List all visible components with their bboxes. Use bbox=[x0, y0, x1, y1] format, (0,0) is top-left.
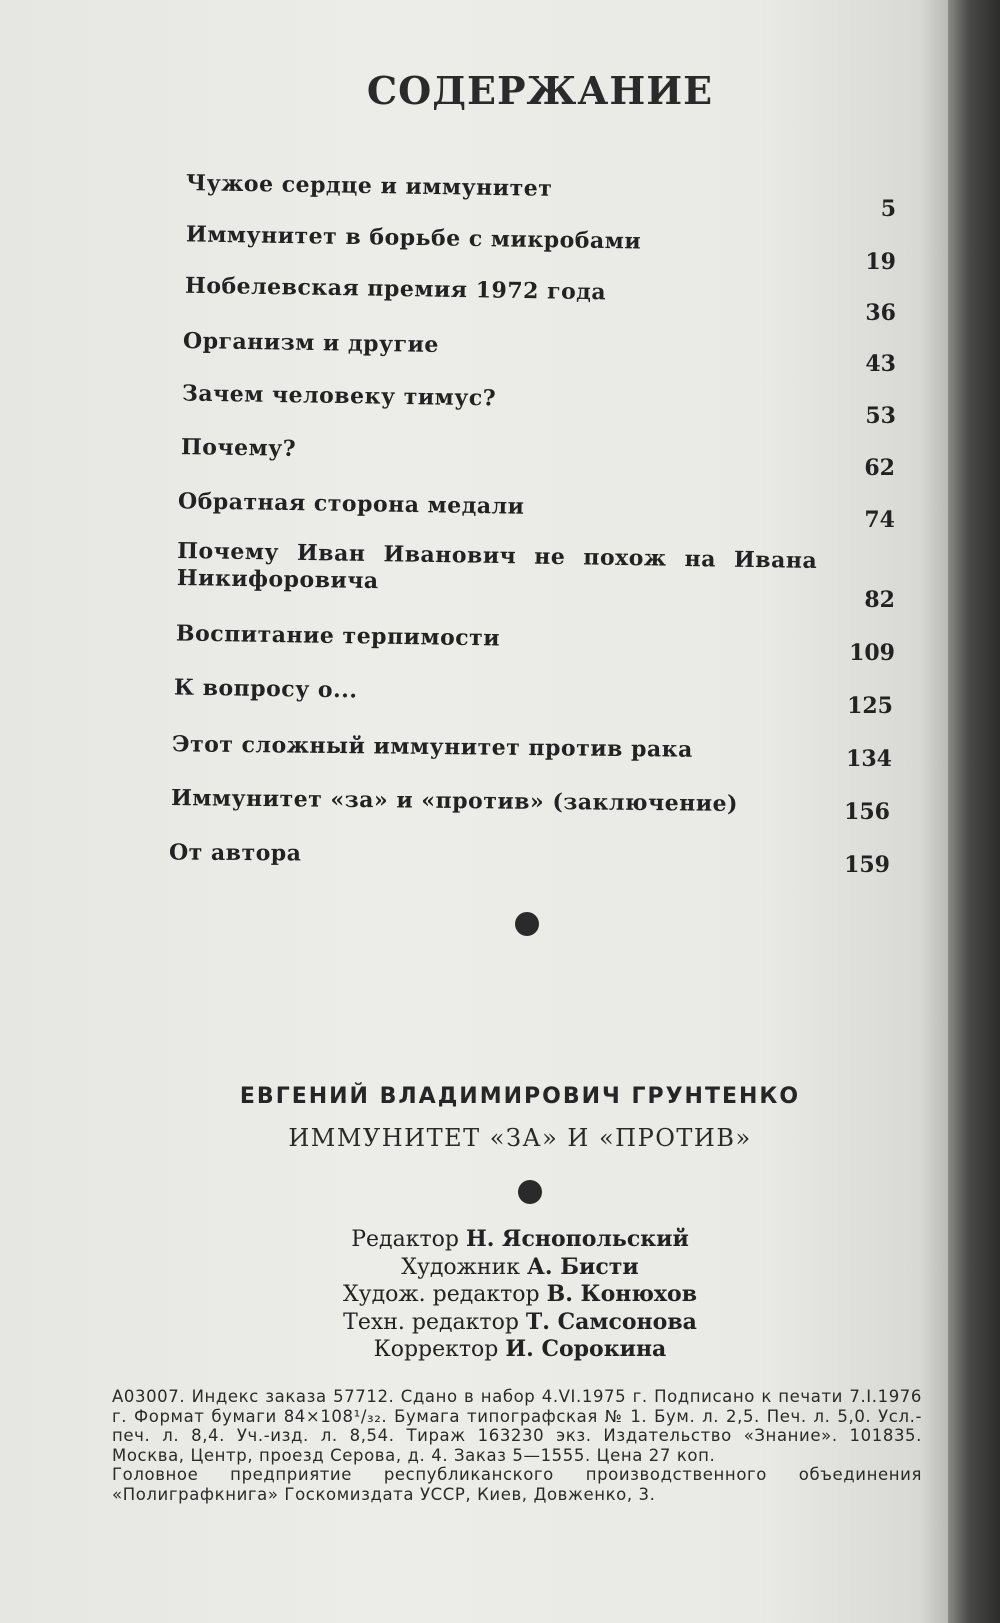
toc-entry-title: Почему Иван Иванович не похож на Ивана Никифоровича bbox=[176, 537, 818, 595]
toc-entry-page: 82 bbox=[864, 587, 895, 613]
toc-entry-page: 125 bbox=[847, 693, 893, 719]
credit-line bbox=[0, 1336, 1000, 1364]
bullet-ornament bbox=[515, 912, 539, 936]
contents-heading: СОДЕРЖАНИЕ bbox=[366, 68, 714, 113]
toc-entry-title: Воспитание терпимости bbox=[175, 620, 501, 652]
credit-role: Техн. редактор bbox=[343, 1309, 519, 1335]
toc-entry-page: 109 bbox=[849, 640, 895, 666]
toc-entry-page: 19 bbox=[865, 249, 896, 275]
imprint-paragraph: А03007. Индекс заказа 57712. Сдано в набор 4.VI.1975 г. Подписано к печати 7.I.1976 г. Формат бумаги 84×108¹/₃₂. Бумага типографская № 1. Бум. л. 2,5. Печ. л. 5,0. Усл.-печ. л. 8,4. Уч.-изд. л. 8,54. Тираж 163230 экз. Издательство «Знание». 101835. Москва, Центр, проезд Серова, д. 4. Заказ 5—1555. Цена 27 коп. bbox=[112, 1387, 922, 1465]
toc-entry-title: Иммунитет в борьбе с микробами bbox=[185, 221, 642, 255]
toc-entry-title: Почему? bbox=[180, 434, 297, 462]
credit-role: Корректор bbox=[373, 1337, 499, 1362]
toc-entry-title: Нобелевская премия 1972 года bbox=[184, 272, 607, 306]
toc-entry-page: 43 bbox=[865, 351, 896, 377]
toc-entry-title: Этот сложный иммунитет против рака bbox=[171, 731, 693, 763]
book-title: ИММУНИТЕТ «ЗА» И «ПРОТИВ» bbox=[288, 1124, 752, 1152]
book-spine-edge bbox=[948, 0, 1000, 1623]
bullet-ornament bbox=[518, 1180, 542, 1204]
credits-block bbox=[0, 1226, 1000, 1364]
toc-entry-title: От автора bbox=[168, 839, 302, 867]
toc-entry-title: Иммунитет «за» и «против» (заключение) bbox=[170, 785, 739, 817]
toc-entry-page: 156 bbox=[844, 799, 890, 825]
toc-entry-page: 36 bbox=[865, 300, 896, 326]
toc-entry-title: К вопросу о... bbox=[173, 674, 358, 704]
toc-entry-title: Организм и другие bbox=[182, 327, 440, 359]
credit-role: Художник bbox=[401, 1254, 520, 1280]
toc-entry-page: 62 bbox=[864, 455, 895, 481]
toc-entry-page: 134 bbox=[846, 746, 892, 772]
imprint-block bbox=[112, 1387, 922, 1504]
imprint-paragraph: Головное предприятие республиканского производственного объединения «Полиграфкнига» Госкомиздата УССР, Киев, Довженко, 3. bbox=[112, 1465, 922, 1504]
credit-line bbox=[0, 1254, 1000, 1282]
toc-entry-page: 5 bbox=[880, 196, 896, 222]
credit-name: А. Бисти bbox=[527, 1253, 639, 1280]
credit-role: Редактор bbox=[351, 1227, 459, 1252]
credit-line bbox=[0, 1226, 1000, 1254]
credit-line bbox=[0, 1281, 1000, 1309]
credit-role: Худож. редактор bbox=[343, 1282, 540, 1307]
toc-entry-page: 159 bbox=[844, 852, 890, 878]
credit-line bbox=[0, 1309, 1000, 1337]
credit-name: И. Сорокина bbox=[505, 1336, 667, 1362]
toc-entry-title: Обратная сторона медали bbox=[177, 488, 525, 520]
toc-entry-title: Чужое сердце и иммунитет bbox=[185, 170, 553, 202]
author-name: ЕВГЕНИЙ ВЛАДИМИРОВИЧ ГРУНТЕНКО bbox=[239, 1084, 801, 1109]
toc-entry-page: 53 bbox=[865, 403, 896, 429]
toc-entry-title: Зачем человеку тимус? bbox=[181, 380, 497, 412]
credit-name: В. Конюхов bbox=[546, 1281, 697, 1307]
credit-name: Т. Самсонова bbox=[525, 1308, 697, 1335]
credit-name: Н. Яснопольский bbox=[465, 1226, 689, 1252]
toc-entry-page: 74 bbox=[864, 507, 895, 533]
